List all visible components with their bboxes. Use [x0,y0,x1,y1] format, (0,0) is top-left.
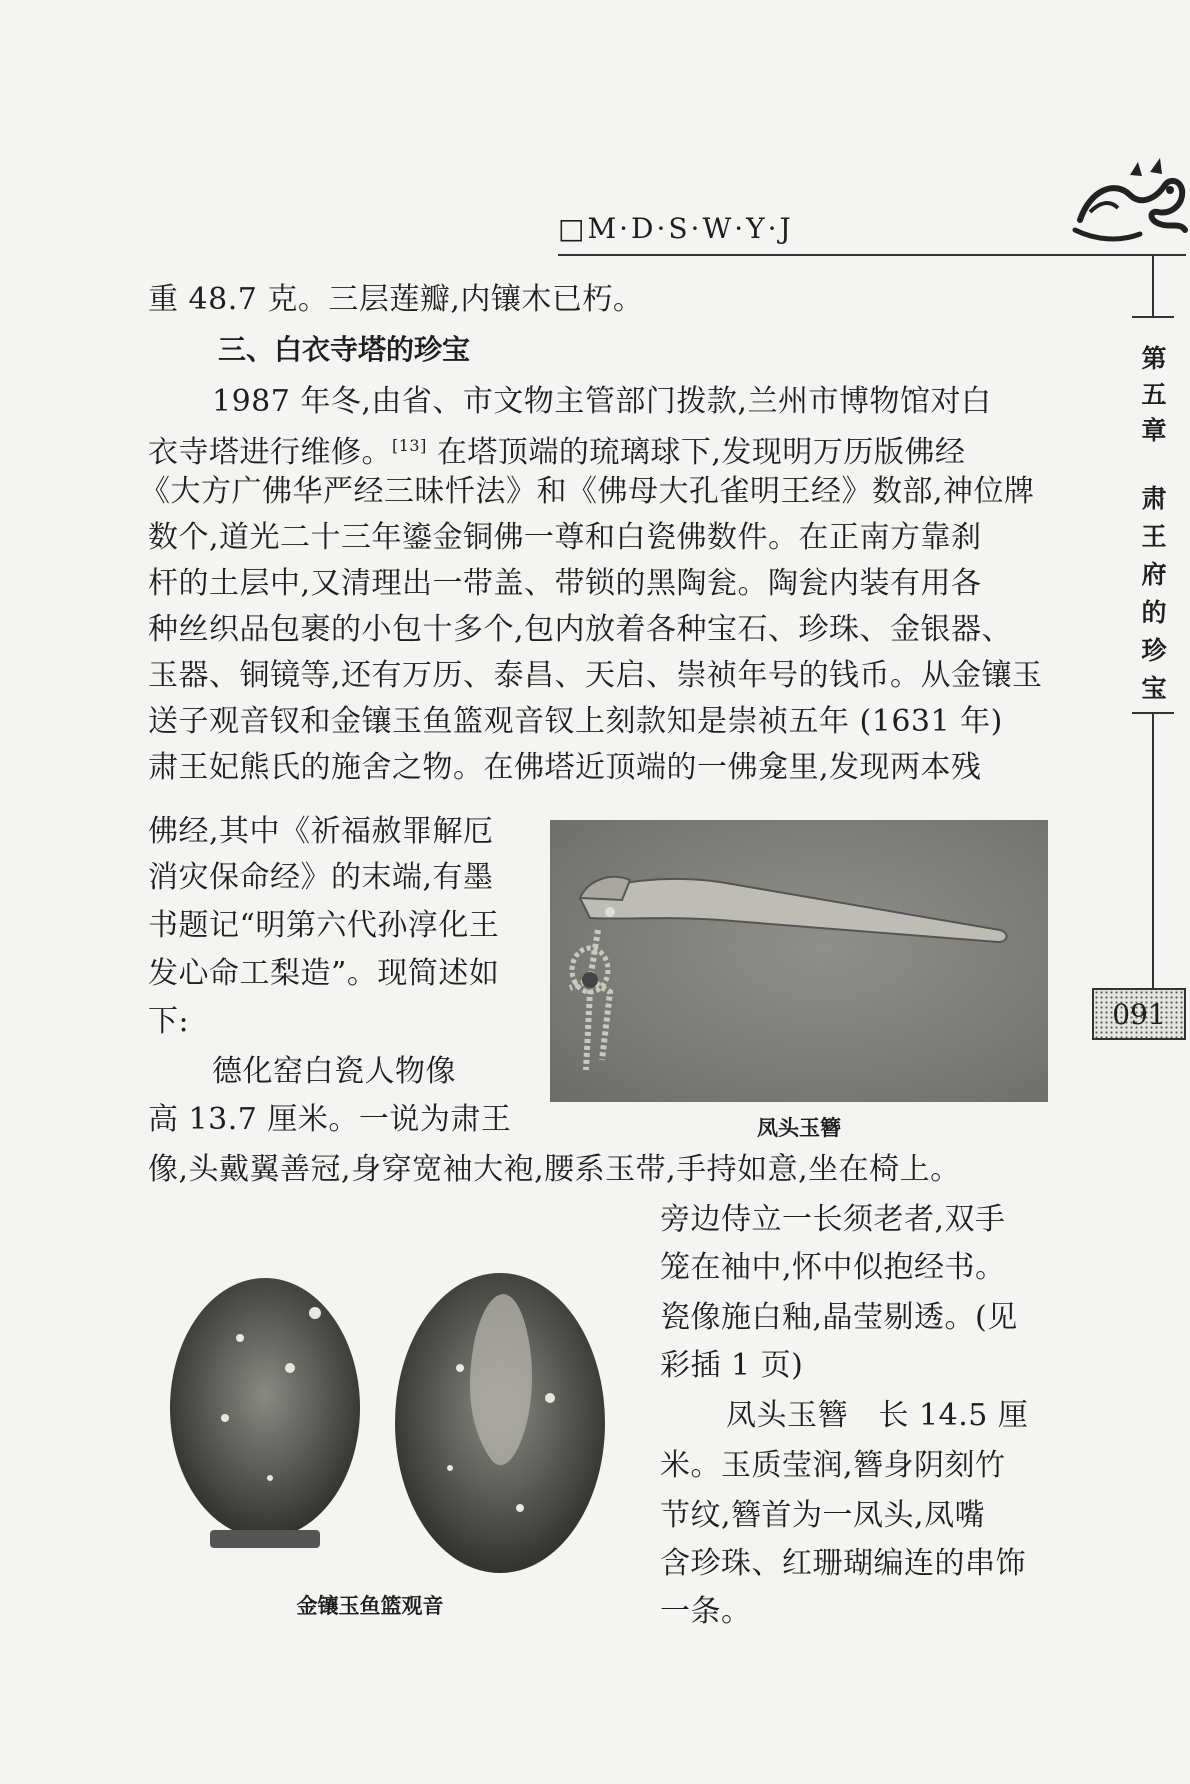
text-line: 玉器、铜镜等,还有万历、泰昌、天启、崇祯年号的钱币。从金镶玉 [148,658,1043,693]
guanyin-caption: 金镶玉鱼篮观音 [296,1594,444,1618]
text-span: 衣寺塔进行维修。 [148,435,392,470]
text-line: 杆的土层中,又清理出一带盖、带锁的黑陶瓮。陶瓮内装有用各 [148,566,982,601]
chapter-char: 第 [1141,344,1167,373]
chapter-char: 肃 [1141,484,1167,513]
hairpin-caption: 凤头玉簪 [757,1116,841,1140]
item-title: 凤头玉簪 长 14.5 厘 [726,1398,1029,1433]
text-line: 旁边侍立一长须老者,双手 [660,1202,1006,1237]
text-line: 笼在袖中,怀中似抱经书。 [660,1250,1006,1285]
chapter-char: 王 [1141,522,1167,551]
footnote-ref: [13] [392,436,427,455]
text-line: 下: [148,1004,190,1039]
text-line: 书题记“明第六代孙淳化王 [148,908,500,943]
guanyin-illustration [130,1218,640,1578]
text-line: 种丝织品包裹的小包十多个,包内放着各种宝石、珍珠、金银器、 [148,612,1013,647]
text-line: 1987 年冬,由省、市文物主管部门拨款,兰州市博物馆对白 [212,384,992,419]
item-title: 德化窑白瓷人物像 [212,1054,456,1089]
side-rule-top [1152,256,1154,316]
text-line: 发心命工梨造”。现简述如 [148,956,500,991]
text-line: 消灾保命经》的末端,有墨 [148,860,494,895]
text-line: 数个,道光二十三年鎏金铜佛一尊和白瓷佛数件。在正南方靠刹 [148,520,982,555]
dragon-ornament-icon [1070,150,1190,250]
text-line: 彩插 1 页) [660,1348,804,1383]
text-line: 一条。 [660,1594,752,1629]
side-rule-tick-top [1132,316,1174,318]
hairpin-photo [550,820,1048,1102]
chapter-char: 五 [1141,380,1167,409]
text-line: 像,头戴翼善冠,身穿宽袖大袍,腰系玉带,手持如意,坐在椅上。 [148,1152,961,1187]
text-line [148,424,965,475]
chapter-char: 章 [1141,416,1167,445]
page-number: 091 [1092,988,1186,1040]
text-line: 含珍珠、红珊瑚编连的串饰 [660,1546,1026,1581]
text-line: 送子观音钗和金镶玉鱼篮观音钗上刻款知是崇祯五年 (1631 年) [148,704,1003,739]
side-rule-bottom [1152,714,1154,988]
text-line: 瓷像施白釉,晶莹剔透。(见 [660,1300,1018,1335]
hairpin-illustration [550,820,1048,1102]
text-line: 肃王妃熊氏的施舍之物。在佛塔近顶端的一佛龛里,发现两本残 [148,750,982,785]
guanyin-photo [130,1218,640,1578]
header-rule [558,254,1186,256]
section-heading: 三、白衣寺塔的珍宝 [218,333,471,366]
chapter-char: 珍 [1141,636,1167,665]
text-line: 佛经,其中《祈福赦罪解厄 [148,814,494,849]
chapter-char: 府 [1141,560,1167,589]
chapter-char: 的 [1141,598,1167,627]
running-title: □M·D·S·W·Y·J [558,212,794,245]
text-line: 高 13.7 厘米。一说为肃王 [148,1102,512,1137]
text-line: 米。玉质莹润,簪身阴刻竹 [660,1448,1006,1483]
chapter-char: 宝 [1141,674,1167,703]
text-line: 节纹,簪首为一凤头,凤嘴 [660,1498,986,1533]
text-line: 《大方广佛华严经三昧忏法》和《佛母大孔雀明王经》数部,神位牌 [140,474,1035,509]
text-line: 重 48.7 克。三层莲瓣,内镶木已朽。 [148,282,644,317]
text-span: 在塔顶端的琉璃球下,发现明万历版佛经 [426,435,966,470]
